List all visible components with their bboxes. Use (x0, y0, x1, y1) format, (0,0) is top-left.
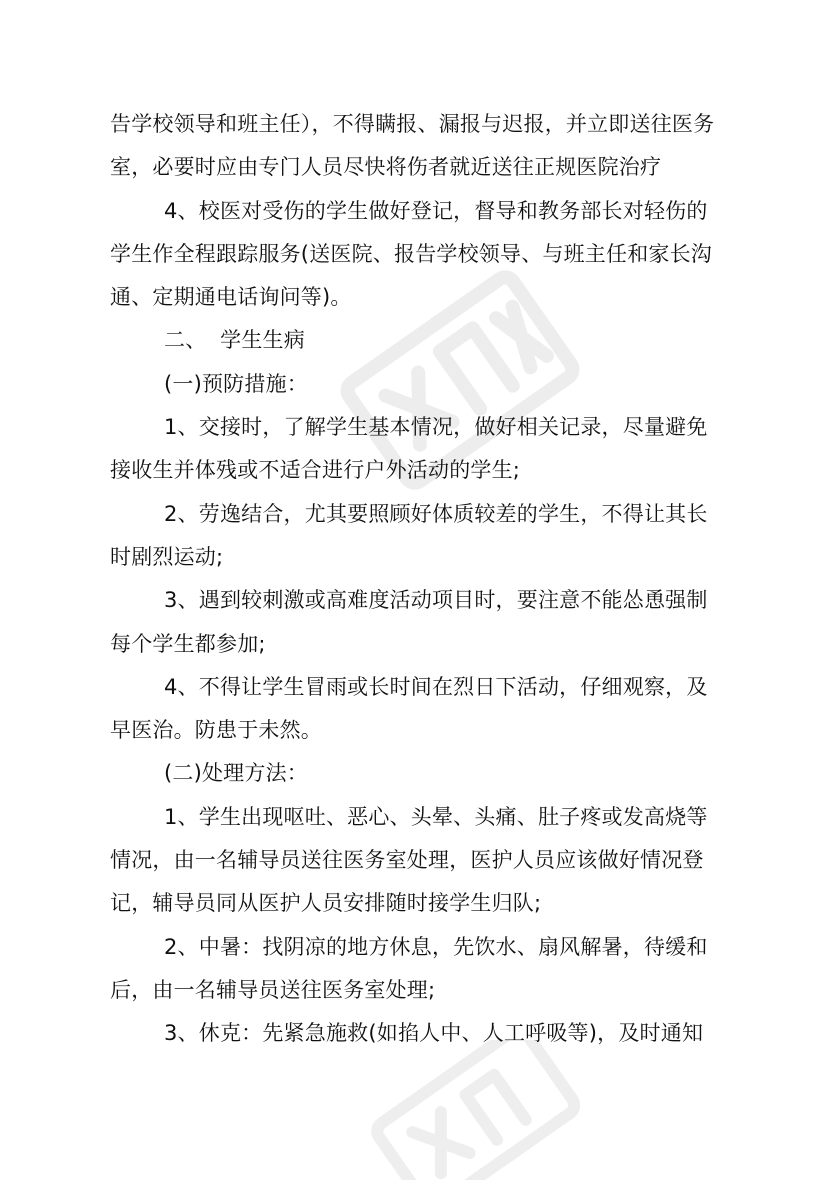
paragraph: 告学校领导和班主任），不得瞒报、漏报与迟报，并立即送往医务室，必要时应由专门人员尽快将伤者就近送往正规医院治疗 (110, 112, 715, 180)
paragraph: 3、休克：先紧急施救(如掐人中、人工呼吸等)，及时通知 (164, 1021, 704, 1046)
document-body (110, 103, 720, 1056)
subsection-heading: (一)预防措施： (164, 371, 308, 396)
section-heading: 二、 学生生病 (164, 328, 305, 353)
paragraph: 4、不得让学生冒雨或长时间在烈日下活动，仔细观察，及早医治。防患于未然。 (110, 674, 708, 743)
paragraph: 1、学生出现呕吐、恶心、头晕、头痛、肚子疼或发高烧等情况，由一名辅导员送往医务室处理，医护人员应该做好情况登记，辅导员同从医护人员安排随时接学生归队; (110, 804, 708, 916)
paragraph: 4、校医对受伤的学生做好登记，督导和教务部长对轻伤的学生作全程跟踪服务(送医院、报告学校领导、与班主任和家长沟通、定期通电话询问等)。 (110, 198, 712, 310)
paragraph: 2、劳逸结合，尤其要照顾好体质较差的学生，不得让其长时剧烈运动; (110, 501, 708, 569)
subsection-heading: (二)处理方法： (164, 761, 308, 786)
paragraph: 3、遇到较刺激或高难度活动项目时，要注意不能怂恿强制每个学生都参加; (110, 588, 708, 656)
paragraph: 2、中暑：找阴凉的地方休息，先饮水、扇风解暑，待缓和后，由一名辅导员送往医务室处理; (110, 934, 708, 1002)
watermark-mark (360, 1040, 580, 1180)
paragraph: 1、交接时，了解学生基本情况，做好相关记录，尽量避免接收生并体残或不适合进行户外活动的学生; (110, 415, 708, 483)
